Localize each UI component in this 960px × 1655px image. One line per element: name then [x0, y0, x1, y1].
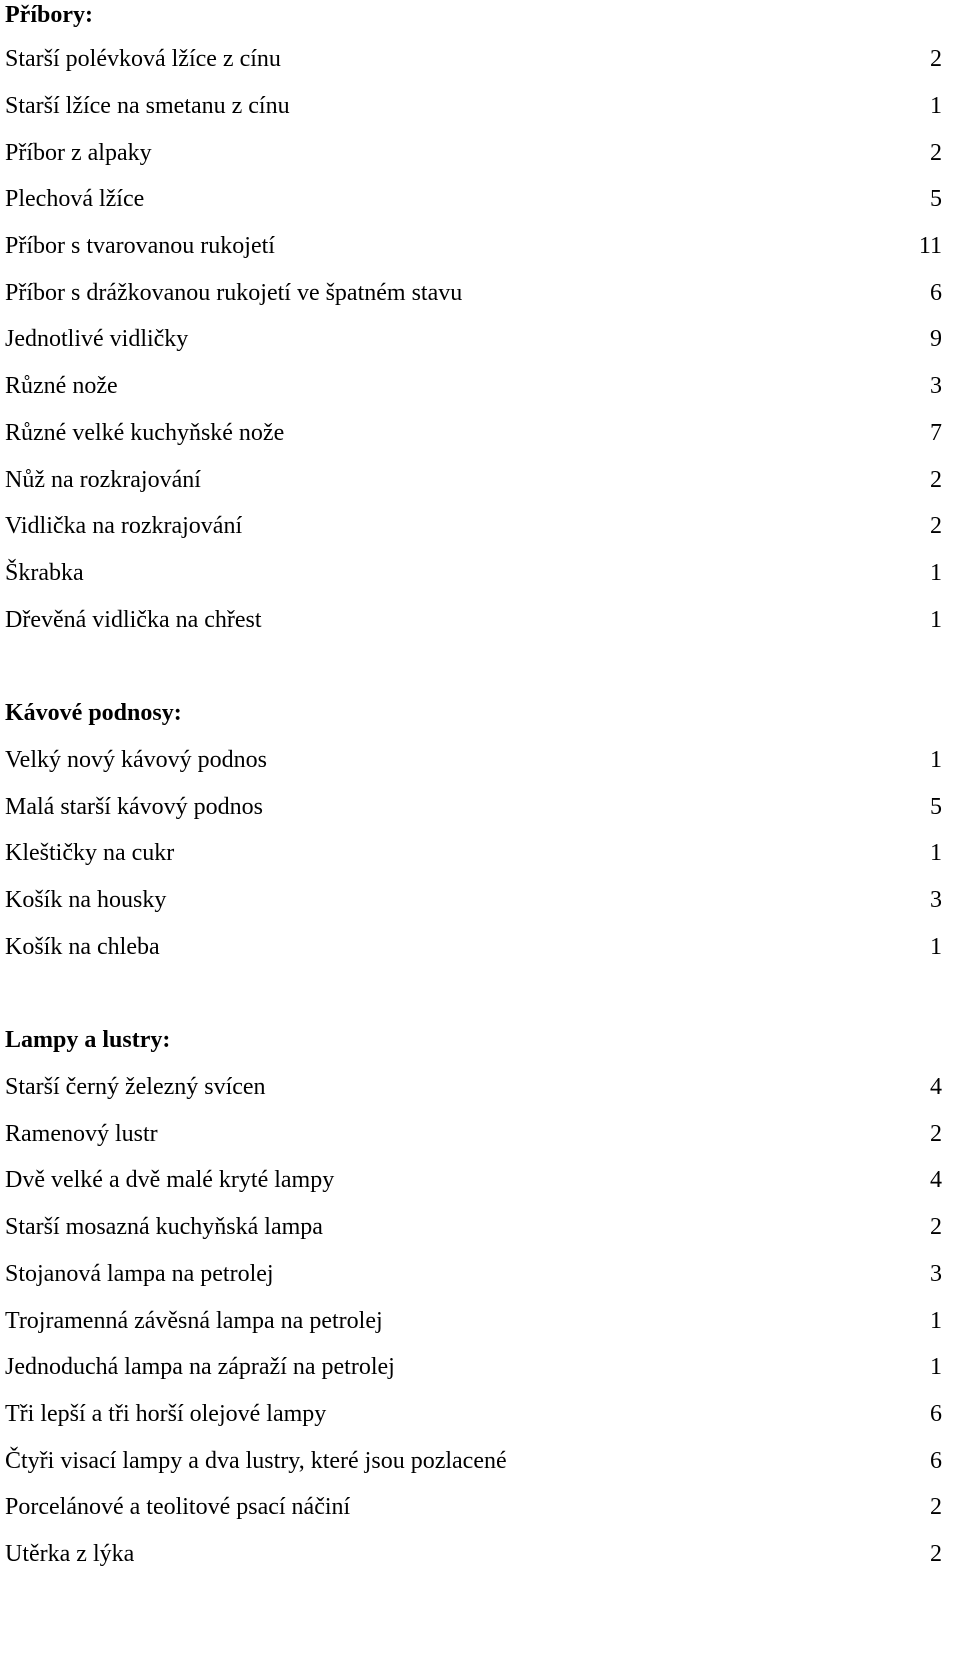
item-quantity: 1 [930, 607, 942, 633]
section-title-lampy-a-lustry: Lampy a lustry: [5, 1027, 171, 1053]
item-name: Porcelánové a teolitové psací náčiní [5, 1494, 351, 1520]
item-name: Ramenový lustr [5, 1121, 158, 1147]
item-name: Košík na housky [5, 887, 167, 913]
item-name: Příbor s tvarovanou rukojetí [5, 233, 275, 259]
list-item [5, 1492, 942, 1522]
item-name: Starší polévková lžíce z cínu [5, 46, 281, 72]
list-item [5, 511, 942, 541]
item-name: Trojramenná závěsná lampa na petrolej [5, 1308, 383, 1334]
item-name: Příbor s drážkovanou rukojetí ve špatném stavu [5, 280, 463, 306]
item-name: Starší lžíce na smetanu z cínu [5, 93, 290, 119]
item-name: Různé nože [5, 373, 118, 399]
list-item [5, 91, 942, 121]
list-item [5, 1446, 942, 1476]
item-quantity: 11 [918, 233, 942, 259]
item-quantity: 1 [930, 840, 942, 866]
item-name: Velký nový kávový podnos [5, 747, 267, 773]
item-name: Utěrka z lýka [5, 1541, 135, 1567]
item-name: Příbor z alpaky [5, 140, 152, 166]
item-quantity: 6 [930, 280, 942, 306]
item-name: Plechová lžíce [5, 186, 145, 212]
item-quantity: 1 [930, 1308, 942, 1334]
list-item [5, 1399, 942, 1429]
item-quantity: 2 [930, 467, 942, 493]
item-name: Stojanová lampa na petrolej [5, 1261, 274, 1287]
item-name: Košík na chleba [5, 934, 160, 960]
list-item [5, 44, 942, 74]
list-item [5, 932, 942, 962]
list-item [5, 278, 942, 308]
list-item [5, 371, 942, 401]
list-item [5, 324, 942, 354]
item-quantity: 3 [930, 373, 942, 399]
list-item [5, 1165, 942, 1195]
item-quantity: 5 [930, 186, 942, 212]
list-item [5, 558, 942, 588]
item-quantity: 5 [930, 794, 942, 820]
item-quantity: 1 [930, 747, 942, 773]
item-name: Malá starší kávový podnos [5, 794, 263, 820]
list-item [5, 184, 942, 214]
item-quantity: 4 [930, 1167, 942, 1193]
list-item [5, 1352, 942, 1382]
list-item [5, 465, 942, 495]
list-item [5, 1072, 942, 1102]
item-quantity: 7 [930, 420, 942, 446]
list-item [5, 418, 942, 448]
item-name: Dřevěná vidlička na chřest [5, 607, 262, 633]
item-quantity: 2 [930, 1541, 942, 1567]
item-quantity: 1 [930, 934, 942, 960]
item-name: Vidlička na rozkrajování [5, 513, 243, 539]
item-name: Kleštičky na cukr [5, 840, 175, 866]
item-quantity: 3 [930, 887, 942, 913]
list-item [5, 792, 942, 822]
item-quantity: 2 [930, 46, 942, 72]
item-quantity: 2 [930, 1214, 942, 1240]
list-item [5, 1306, 942, 1336]
item-quantity: 2 [930, 140, 942, 166]
item-quantity: 2 [930, 513, 942, 539]
item-quantity: 4 [930, 1074, 942, 1100]
item-quantity: 9 [930, 326, 942, 352]
item-quantity: 6 [930, 1401, 942, 1427]
item-name: Jednoduchá lampa na zápraží na petrolej [5, 1354, 395, 1380]
item-name: Nůž na rozkrajování [5, 467, 201, 493]
item-name: Starší mosazná kuchyňská lampa [5, 1214, 323, 1240]
list-item [5, 1212, 942, 1242]
item-name: Jednotlivé vidličky [5, 326, 189, 352]
item-quantity: 1 [930, 93, 942, 119]
item-quantity: 6 [930, 1448, 942, 1474]
list-item [5, 1259, 942, 1289]
list-item [5, 231, 942, 261]
item-quantity: 2 [930, 1121, 942, 1147]
list-item [5, 885, 942, 915]
item-name: Čtyři visací lampy a dva lustry, které jsou pozlacené [5, 1448, 507, 1474]
section-title-kavove-podnosy: Kávové podnosy: [5, 700, 182, 726]
list-item [5, 1539, 942, 1569]
list-item [5, 605, 942, 635]
item-name: Různé velké kuchyňské nože [5, 420, 285, 446]
list-item [5, 138, 942, 168]
item-name: Tři lepší a tři horší olejové lampy [5, 1401, 327, 1427]
item-name: Dvě velké a dvě malé kryté lampy [5, 1167, 335, 1193]
section-title-pribory: Příbory: [5, 2, 93, 28]
item-quantity: 3 [930, 1261, 942, 1287]
item-quantity: 2 [930, 1494, 942, 1520]
item-quantity: 1 [930, 1354, 942, 1380]
item-quantity: 1 [930, 560, 942, 586]
list-item [5, 1119, 942, 1149]
list-item [5, 838, 942, 868]
item-name: Starší černý železný svícen [5, 1074, 266, 1100]
item-name: Škrabka [5, 560, 84, 586]
list-item [5, 745, 942, 775]
